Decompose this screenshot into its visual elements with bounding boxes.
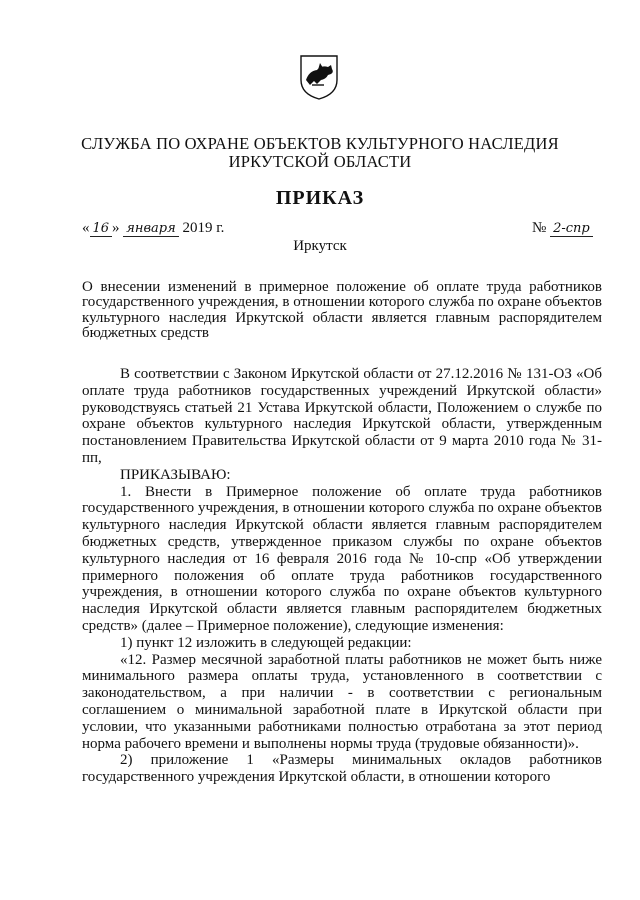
body-paragraph-sub1: 1) пункт 12 изложить в следующей редакции: <box>120 634 412 651</box>
coat-of-arms-icon <box>287 54 351 100</box>
document-city: Иркутск <box>293 238 347 254</box>
document-subject: О внесении изменений в примерное положение об оплате труда работников государственного учреждения, в отношении которого служба по охране объектов культурного наследия Иркутской области является главным распорядителем бюджетных средств <box>82 279 602 342</box>
date-month: января <box>123 221 178 237</box>
date-quote-open: « <box>82 220 90 236</box>
document-body <box>82 366 602 786</box>
number-value: 2-спр <box>550 221 593 237</box>
body-paragraph-basis: В соответствии с Законом Иркутской области от 27.12.2016 № 131-ОЗ «Об оплате труда работников государственных учреждений Иркутской области» руководствуясь статьей 21 Устава Иркутской области, Положением о службе по охране объектов культурного наследия Иркутской области, утвержденным постановлением Правительства Иркутской области от 9 марта 2010 года № 31-пп, <box>82 366 602 466</box>
order-word: ПРИКАЗЫВАЮ: <box>120 466 231 483</box>
date-year: 2019 г. <box>182 220 225 236</box>
document-date <box>82 220 224 237</box>
body-paragraph-sub2: 2) приложение 1 «Размеры минимальных окладов работников государственного учреждения Иркутской области, в отношении которого <box>82 752 602 786</box>
agency-name-line2: ИРКУТСКОЙ ОБЛАСТИ <box>228 152 412 171</box>
date-quote-close: » <box>112 220 120 236</box>
document-number <box>532 220 593 237</box>
agency-name-line1: СЛУЖБА ПО ОХРАНЕ ОБЪЕКТОВ КУЛЬТУРНОГО НАСЛЕДИЯ <box>81 134 559 153</box>
body-paragraph-quote: «12. Размер месячной заработной платы работников не может быть ниже минимального размера оплаты труда, установленного в соответствии с законодательством, а при наличии - в соответствии с региональным соглашением о минимальной заработной плате в Иркутской области при условии, что указанными работниками полностью отработана за этот период норма рабочего времени и выполнены нормы труда (трудовые обязанности)». <box>82 651 602 752</box>
number-prefix: № <box>532 220 547 236</box>
body-paragraph-item1: 1. Внести в Примерное положение об оплате труда работников государственного учреждения, в отношении которого служба по охране объектов культурного наследия Иркутской области является главным распорядителем бюджетных средств, утвержденное приказом службы по охране объектов культурного наследия от 16 февраля 2016 года № 10-спр «Об утверждении примерного положения об оплате труда работников государственного учреждения, в отношении которого служба по охране объектов культурного наследия Иркутской области является главным распорядителем бюджетных средств» (далее – Примерное положение), следующие изменения: <box>82 483 602 634</box>
document-title: ПРИКАЗ <box>275 187 365 209</box>
date-day: 16 <box>90 221 113 237</box>
